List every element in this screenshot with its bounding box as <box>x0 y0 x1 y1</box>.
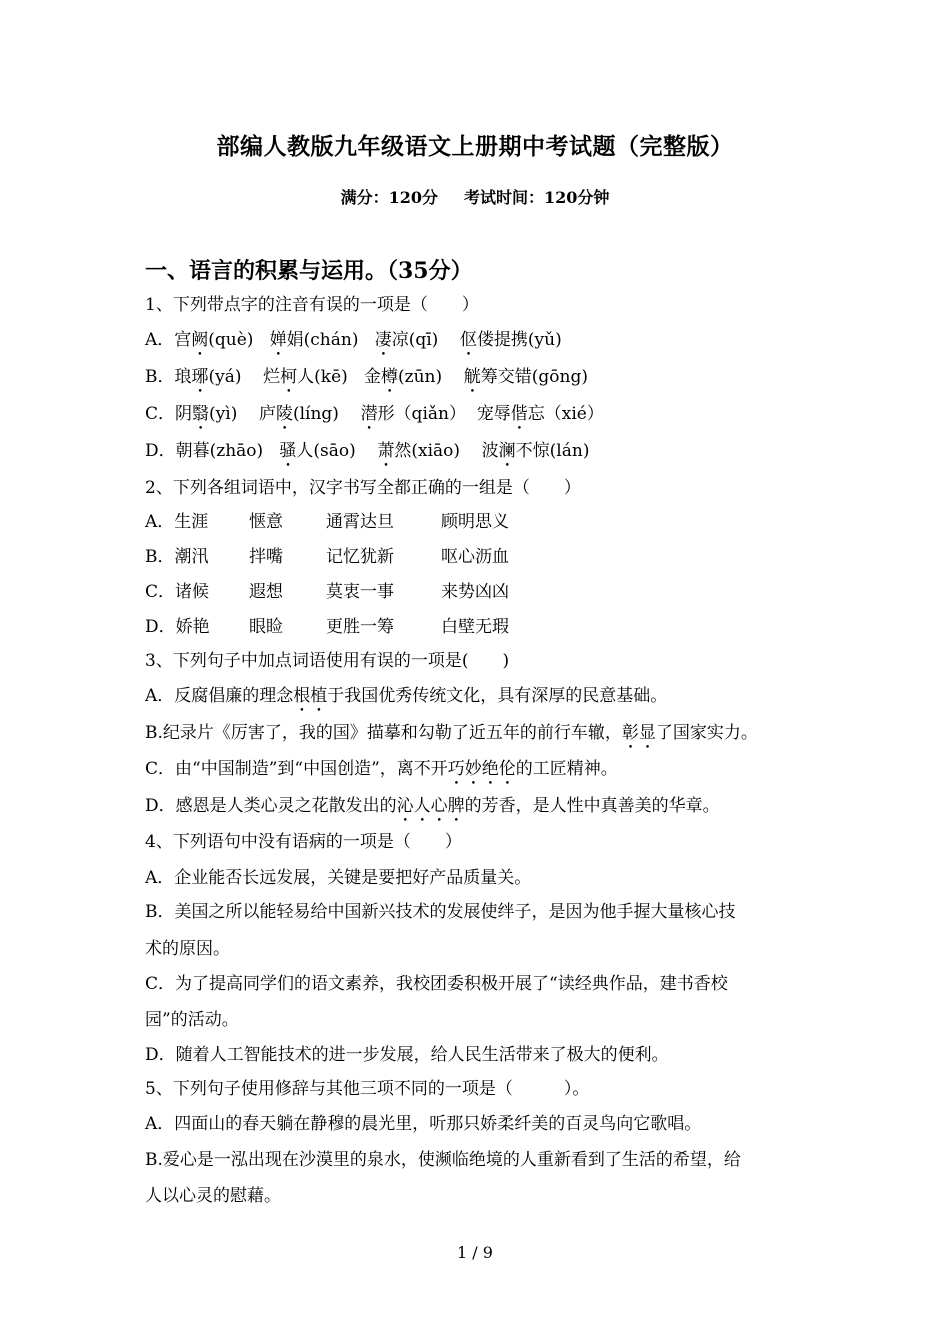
q5-stem: 5、下列句子使用修辞与其他三项不同的一项是（ ）。 <box>145 1079 590 1099</box>
q2b-w0: B．潮汛 <box>145 547 209 567</box>
q3b-t1: 了国家实力。 <box>655 723 758 743</box>
q1c-t2: 庐 <box>258 404 276 424</box>
q1c-dot0: 翳 <box>192 404 210 424</box>
q1-option-b <box>145 366 588 397</box>
q1d-dot2: 澜 <box>498 441 516 461</box>
q3d-t1: 的芳香，是人性中真善美的华章。 <box>464 796 720 816</box>
q1c-dot1: 陵 <box>275 404 293 424</box>
q1d-t1: 人(sāo) <box>296 441 356 461</box>
q1b-t5: (zūn) <box>398 367 443 387</box>
q1b-t3: 人(kē) <box>297 367 348 387</box>
q3a-dot: 根植 <box>293 686 328 706</box>
q5-option-b-line1: B.爱心是一泓出现在沙漠里的泉水，使濒临绝境的人重新看到了生活的希望，给 <box>145 1150 741 1170</box>
q2c-w0: C．诸候 <box>145 582 210 602</box>
q2-option-b <box>145 546 509 568</box>
q4-option-d: D．随着人工智能技术的进一步发展，给人民生活带来了极大的便利。 <box>145 1045 669 1065</box>
q3b-t0: B.纪录片《厉害了，我的国》描摹和勾勒了近五年的前行车辙， <box>145 723 622 743</box>
q2b-w1: 拌嘴 <box>249 547 283 567</box>
q1-option-c <box>145 403 604 434</box>
q1d-dot0: 骚 <box>279 441 297 461</box>
q2-option-a <box>145 511 509 533</box>
q1c-t5: 宠辱 <box>476 404 511 424</box>
q1a-t2: 娟(chán) <box>286 330 359 350</box>
q3-option-d <box>145 795 720 826</box>
exam-time: 考试时间：120分钟 <box>464 188 610 207</box>
q3b-dot: 彰显 <box>621 723 656 743</box>
q3a-t0: A．反腐倡廉的理念 <box>145 686 294 706</box>
q4-option-b-line1: B．美国之所以能轻易给中国新兴技术的发展使绊子，是因为他手握大量核心技 <box>145 902 736 922</box>
q3-stem: 3、下列句子中加点词语使用有误的一项是( ) <box>145 651 510 671</box>
page-number: 1 / 9 <box>457 1243 493 1262</box>
q1a-dot1: 婵 <box>269 330 287 350</box>
q3-option-c <box>145 758 618 789</box>
q2a-w3: 顾明思义 <box>441 512 509 532</box>
q4-option-c-line2: 园”的活动。 <box>145 1010 239 1030</box>
q1a-t3: 凉(qī) <box>391 330 439 350</box>
q1d-dot1: 萧 <box>377 441 395 461</box>
q1c-t6: 忘（xié） <box>527 404 604 424</box>
q1b-dot2: 樽 <box>381 367 398 387</box>
q1b-dot0: 琊 <box>191 367 209 387</box>
q1a-t1: (què) <box>208 330 254 350</box>
q1d-t4: 不惊(lán) <box>515 441 590 461</box>
q3-option-a <box>145 685 667 716</box>
q4-option-c-line1: C．为了提高同学们的语文素养，我校团委积极开展了“读经典作品，建书香校 <box>145 974 728 994</box>
q1a-dot0: 阙 <box>191 330 209 350</box>
q1c-t3: (líng) <box>292 404 339 424</box>
exam-title: 部编人教版九年级语文上册期中考试题（完整版） <box>216 133 734 160</box>
q2a-w2: 通霄达旦 <box>326 512 394 532</box>
q1b-t6: 筹交错(gōng) <box>480 367 588 387</box>
q1a-dot2: 凄 <box>374 330 392 350</box>
q2b-w3: 呕心沥血 <box>441 547 509 567</box>
q1b-t1: (yá) <box>208 367 242 387</box>
q2c-w2: 莫衷一事 <box>326 582 394 602</box>
q3d-t0: D．感恩是人类心灵之花散发出的 <box>145 796 397 816</box>
q3-option-b <box>145 722 758 753</box>
q1b-t4: 金 <box>364 367 381 387</box>
q1c-t1: (yì) <box>209 404 238 424</box>
q2c-w1: 遐想 <box>249 582 283 602</box>
q2-stem: 2、下列各组词语中，汉字书写全都正确的一组是（ ） <box>145 478 581 498</box>
q2b-w2: 记忆犹新 <box>326 547 394 567</box>
q1c-t4: 形（qiǎn） <box>377 404 466 424</box>
q5-option-b-line2: 人以心灵的慰藉。 <box>145 1186 281 1206</box>
q2a-w0: A．生涯 <box>145 512 209 532</box>
q1c-t0: C．阴 <box>145 404 193 424</box>
q1d-t0: D．朝暮(zhāo) <box>145 441 264 461</box>
q2d-w1: 眼睑 <box>249 617 283 637</box>
q4-option-b-line2: 术的原因。 <box>145 939 230 959</box>
q2-option-d <box>145 616 509 638</box>
q3c-t0: C．由“中国制造”到“中国创造”，离不开 <box>145 759 448 779</box>
q2c-w3: 来势凶凶 <box>441 582 509 602</box>
q2-option-c <box>145 581 509 603</box>
q1-option-a <box>145 329 562 360</box>
q4-option-a: A．企业能否长远发展，关键是要把好产品质量关。 <box>145 868 532 888</box>
q1-option-d <box>145 440 589 471</box>
exam-subtitle <box>0 185 950 208</box>
q1-stem: 1、下列带点字的注音有误的一项是（ ） <box>145 295 479 315</box>
q1b-t2: 烂 <box>263 367 281 387</box>
q1b-t0: B．琅 <box>145 367 192 387</box>
q1a-t4: 偻提携(yǔ) <box>476 330 562 350</box>
q2d-w3: 白壁无瑕 <box>441 617 509 637</box>
q1a-t0: A．宫 <box>145 330 192 350</box>
q1b-dot1: 柯 <box>280 367 298 387</box>
q2d-w2: 更胜一筹 <box>326 617 394 637</box>
q5-option-a: A．四面山的春天躺在静穆的晨光里，听那只娇柔纤美的百灵鸟向它歌唱。 <box>145 1114 702 1134</box>
section-heading-1: 一、语言的积累与运用。（35分） <box>145 258 473 284</box>
q1c-dot2: 潜 <box>360 404 378 424</box>
q1d-t2: 然(xiāo) <box>394 441 461 461</box>
q1d-t3: 波 <box>481 441 499 461</box>
q2a-w1: 惬意 <box>249 512 283 532</box>
q1b-dot3: 觥 <box>463 367 481 387</box>
q3c-dot: 巧妙绝伦 <box>447 759 516 779</box>
q1c-dot3: 偕 <box>510 404 528 424</box>
q1a-dot3: 伛 <box>459 330 477 350</box>
q3c-t1: 的工匠精神。 <box>515 759 618 779</box>
q4-stem: 4、下列语句中没有语病的一项是（ ） <box>145 832 462 852</box>
full-score: 满分：120分 <box>340 188 438 207</box>
q2d-w0: D．娇艳 <box>145 617 210 637</box>
q3a-t1: 于我国优秀传统文化，具有深厚的民意基础。 <box>327 686 668 706</box>
q3d-dot: 沁人心脾 <box>396 796 465 816</box>
